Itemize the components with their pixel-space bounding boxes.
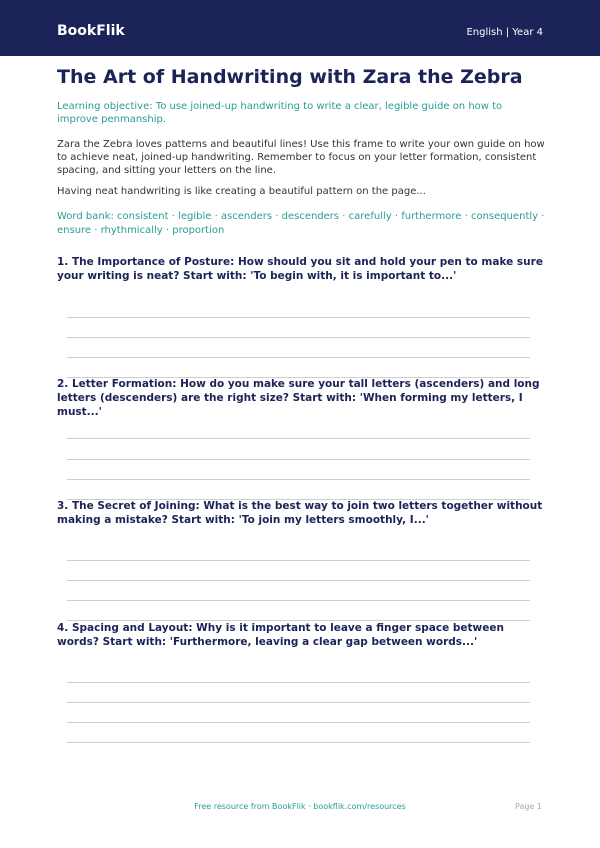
question-3: 3. The Secret of Joining: What is the best way to join two letters together without making a mistake? Start with: 'To join my letters smoothly, I...' xyxy=(57,500,543,526)
writing-line[interactable] xyxy=(67,682,530,683)
question-1: 1. The Importance of Posture: How should you sit and hold your pen to make sure your writing is neat? Start with: 'To begin with, it is important to...' xyxy=(57,256,543,282)
question-2: 2. Letter Formation: How do you make sure your tall letters (ascenders) and long letters (descenders) are the right size? Start with: 'When forming my letters, I must...' xyxy=(57,378,540,418)
subject-year-label: English | Year 4 xyxy=(466,27,543,38)
writing-line[interactable] xyxy=(67,742,530,743)
writing-line[interactable] xyxy=(67,702,530,703)
writing-line[interactable] xyxy=(67,479,530,480)
intro-text: Zara the Zebra loves patterns and beautiful lines! Use this frame to write your own guide on how to achieve neat, joined-up handwriting. Remember to focus on your letter formation, consistent spacing, and sitting your letters on the line. xyxy=(57,139,545,176)
lead-sentence: Having neat handwriting is like creating a beautiful pattern on the page... xyxy=(57,186,426,197)
footer-credit[interactable]: Free resource from BookFlik · bookflik.com/resources xyxy=(194,802,406,811)
writing-line[interactable] xyxy=(67,600,530,601)
header-bar xyxy=(0,0,600,56)
question-4: 4. Spacing and Layout: Why is it important to leave a finger space between words? Start with: 'Furthermore, leaving a clear gap between words...' xyxy=(57,622,504,648)
page-title: The Art of Handwriting with Zara the Zebra xyxy=(57,66,523,88)
writing-line[interactable] xyxy=(67,459,530,460)
writing-line[interactable] xyxy=(67,438,530,439)
writing-line[interactable] xyxy=(67,580,530,581)
learning-objective: Learning objective: To use joined-up handwriting to write a clear, legible guide on how to improve penmanship. xyxy=(57,101,503,125)
writing-line[interactable] xyxy=(67,560,530,561)
writing-line[interactable] xyxy=(67,722,530,723)
writing-line[interactable] xyxy=(67,337,530,338)
page-number: Page 1 xyxy=(515,802,542,811)
word-bank: Word bank: consistent · legible · ascenders · descenders · carefully · furthermore · consequently · ensure · rhythmically · proportion xyxy=(57,211,545,236)
writing-line[interactable] xyxy=(67,357,530,358)
writing-line[interactable] xyxy=(67,317,530,318)
brand-logo[interactable]: BookFlik xyxy=(57,23,125,39)
